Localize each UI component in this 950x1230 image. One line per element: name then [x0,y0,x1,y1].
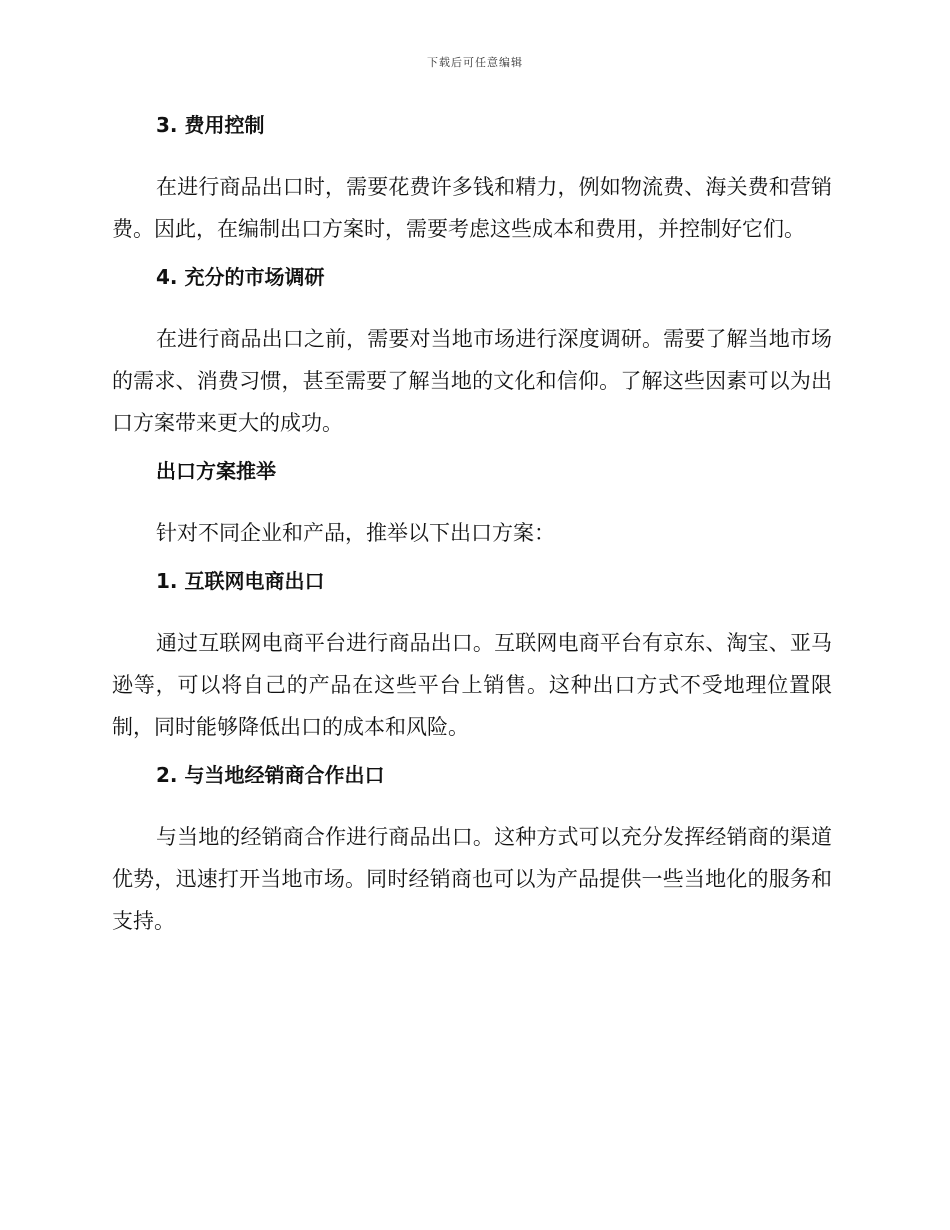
document-body [112,110,832,954]
paragraph-ecommerce-export: 通过互联网电商平台进行商品出口。互联网电商平台有京东、淘宝、亚马逊等，可以将自己的产品在这些平台上销售。这种出口方式不受地理位置限制，同时能够降低出口的成本和风险。 [112,631,832,739]
paragraph-cost-control: 在进行商品出口时，需要花费许多钱和精力，例如物流费、海关费和营销费。因此，在编制出口方案时，需要考虑这些成本和费用，并控制好它们。 [112,175,832,241]
section-heading-market-research: 4. 充分的市场调研 [156,265,325,289]
page-header: 下载后可任意编辑 [427,56,523,69]
paragraph-export-intro: 针对不同企业和产品，推举以下出口方案： [156,521,555,545]
section-heading-cost-control: 3. 费用控制 [156,113,265,137]
section-heading-distributor-export: 2. 与当地经销商合作出口 [156,763,385,787]
paragraph-distributor-export: 与当地的经销商合作进行商品出口。这种方式可以充分发挥经销商的渠道优势，迅速打开当地市场。同时经销商也可以为产品提供一些当地化的服务和支持。 [112,825,832,933]
paragraph-market-research: 在进行商品出口之前，需要对当地市场进行深度调研。需要了解当地市场的需求、消费习惯，甚至需要了解当地的文化和信仰。了解这些因素可以为出口方案带来更大的成功。 [112,327,832,435]
section-heading-ecommerce-export: 1. 互联网电商出口 [156,569,325,593]
section-heading-export-recommendations: 出口方案推举 [156,459,276,483]
